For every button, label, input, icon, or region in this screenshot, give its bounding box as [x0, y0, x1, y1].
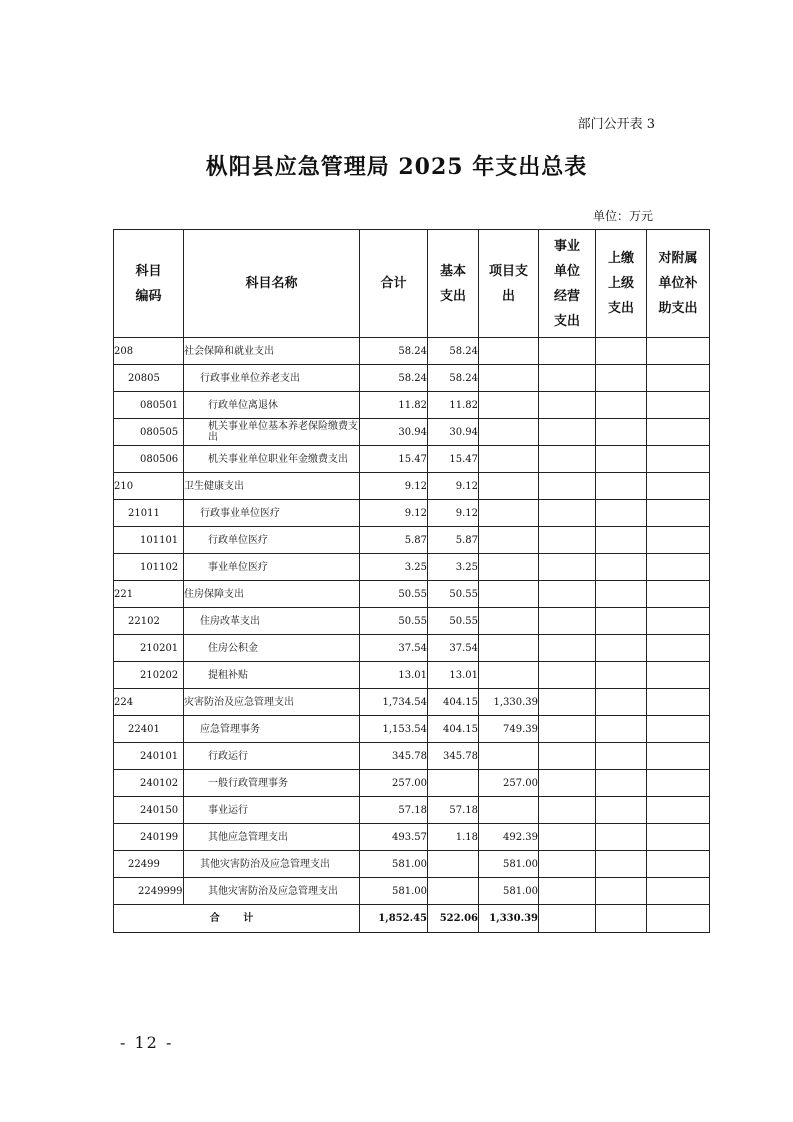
- row-basic: 50.55: [428, 581, 479, 608]
- row-subsidy: [647, 635, 710, 662]
- row-total: 58.24: [360, 365, 428, 392]
- row-project: [479, 743, 539, 770]
- row-total: 50.55: [360, 608, 428, 635]
- row-subsidy: [647, 851, 710, 878]
- row-basic: 58.24: [428, 365, 479, 392]
- row-business: [539, 473, 596, 500]
- table-row: [114, 554, 710, 581]
- row-code: 080506: [114, 446, 184, 473]
- row-basic: 404.15: [428, 689, 479, 716]
- row-basic: 9.12: [428, 473, 479, 500]
- row-business: [539, 581, 596, 608]
- row-project: 749.39: [479, 716, 539, 743]
- row-subsidy: [647, 797, 710, 824]
- row-total: 50.55: [360, 581, 428, 608]
- row-project: [479, 446, 539, 473]
- row-project: [479, 662, 539, 689]
- row-name: 住房改革支出: [184, 608, 360, 635]
- row-project: [479, 608, 539, 635]
- table-row: [114, 365, 710, 392]
- table-row: [114, 716, 710, 743]
- row-project: [479, 473, 539, 500]
- row-project: [479, 338, 539, 365]
- row-code: 240102: [114, 770, 184, 797]
- row-code: 22499: [114, 851, 184, 878]
- page-title: 枞阳县应急管理局 2025 年支出总表: [205, 154, 588, 180]
- row-code: 2249999: [114, 878, 184, 905]
- row-project: 1,330.39: [479, 689, 539, 716]
- row-total: 9.12: [360, 473, 428, 500]
- row-upper: [596, 608, 647, 635]
- row-basic: [428, 878, 479, 905]
- row-upper: [596, 365, 647, 392]
- header-project: 项目支 出: [479, 230, 539, 338]
- row-upper: [596, 527, 647, 554]
- row-upper: [596, 743, 647, 770]
- row-project: [479, 500, 539, 527]
- page-number: - 12 -: [120, 1033, 174, 1052]
- row-business: [539, 851, 596, 878]
- row-upper: [596, 635, 647, 662]
- row-project: [479, 419, 539, 446]
- expenditure-table: [113, 229, 710, 933]
- row-upper: [596, 554, 647, 581]
- row-business: [539, 689, 596, 716]
- row-basic: 404.15: [428, 716, 479, 743]
- row-subsidy: [647, 608, 710, 635]
- row-total: 581.00: [360, 851, 428, 878]
- row-name: 行政单位离退休: [184, 392, 360, 419]
- row-name: 行政单位医疗: [184, 527, 360, 554]
- row-upper: [596, 473, 647, 500]
- row-code: 20805: [114, 365, 184, 392]
- row-subsidy: [647, 689, 710, 716]
- total-label: 合 计: [114, 905, 360, 933]
- row-name: 行政事业单位养老支出: [184, 365, 360, 392]
- row-total: 58.24: [360, 338, 428, 365]
- header-name: 科目名称: [184, 230, 360, 338]
- row-name: 其他灾害防治及应急管理支出: [184, 851, 360, 878]
- row-project: [479, 527, 539, 554]
- row-code: 210: [114, 473, 184, 500]
- row-basic: 1.18: [428, 824, 479, 851]
- row-business: [539, 770, 596, 797]
- row-upper: [596, 338, 647, 365]
- row-subsidy: [647, 338, 710, 365]
- table-row: [114, 419, 710, 446]
- table-row: [114, 500, 710, 527]
- row-upper: [596, 500, 647, 527]
- row-project: [479, 797, 539, 824]
- row-name: 其他灾害防治及应急管理支出: [184, 878, 360, 905]
- row-business: [539, 824, 596, 851]
- total-project: 1,330.39: [479, 905, 539, 933]
- row-basic: 57.18: [428, 797, 479, 824]
- row-subsidy: [647, 473, 710, 500]
- row-project: [479, 635, 539, 662]
- row-business: [539, 716, 596, 743]
- unit-label: 单位：万元: [592, 209, 653, 223]
- row-name: 行政运行: [184, 743, 360, 770]
- row-subsidy: [647, 554, 710, 581]
- row-subsidy: [647, 878, 710, 905]
- row-total: 30.94: [360, 419, 428, 446]
- row-total: 345.78: [360, 743, 428, 770]
- row-name: 其他应急管理支出: [184, 824, 360, 851]
- row-name: 行政事业单位医疗: [184, 500, 360, 527]
- table-row: [114, 689, 710, 716]
- row-code: 101101: [114, 527, 184, 554]
- table-row: [114, 824, 710, 851]
- table-row: [114, 770, 710, 797]
- row-business: [539, 635, 596, 662]
- row-name: 提租补贴: [184, 662, 360, 689]
- row-name: 住房公积金: [184, 635, 360, 662]
- table-row: [114, 662, 710, 689]
- row-basic: 30.94: [428, 419, 479, 446]
- row-subsidy: [647, 419, 710, 446]
- row-name: 住房保障支出: [184, 581, 360, 608]
- row-business: [539, 392, 596, 419]
- row-business: [539, 527, 596, 554]
- row-upper: [596, 662, 647, 689]
- row-project: [479, 581, 539, 608]
- row-subsidy: [647, 500, 710, 527]
- table-row: [114, 392, 710, 419]
- row-name: 机关事业单位基本养老保险缴费支出: [184, 419, 360, 446]
- row-business: [539, 743, 596, 770]
- table-row: [114, 608, 710, 635]
- row-project: [479, 392, 539, 419]
- row-code: 210201: [114, 635, 184, 662]
- row-code: 22102: [114, 608, 184, 635]
- row-name: 社会保障和就业支出: [184, 338, 360, 365]
- total-subsidy: [647, 905, 710, 933]
- row-subsidy: [647, 392, 710, 419]
- row-business: [539, 419, 596, 446]
- row-code: 208: [114, 338, 184, 365]
- row-total: 1,734.54: [360, 689, 428, 716]
- header-upper: 上缴 上级 支出: [596, 230, 647, 338]
- row-subsidy: [647, 770, 710, 797]
- row-business: [539, 878, 596, 905]
- table-row: [114, 797, 710, 824]
- row-basic: [428, 851, 479, 878]
- total-basic: 522.06: [428, 905, 479, 933]
- row-code: 080505: [114, 419, 184, 446]
- row-total: 581.00: [360, 878, 428, 905]
- table-body: [114, 338, 710, 905]
- total-row: [114, 905, 710, 933]
- row-basic: 50.55: [428, 608, 479, 635]
- row-code: 221: [114, 581, 184, 608]
- row-upper: [596, 824, 647, 851]
- row-project: 492.39: [479, 824, 539, 851]
- row-basic: 9.12: [428, 500, 479, 527]
- row-name: 事业运行: [184, 797, 360, 824]
- row-total: 257.00: [360, 770, 428, 797]
- row-total: 1,153.54: [360, 716, 428, 743]
- row-project: [479, 554, 539, 581]
- header-code: 科目 编码: [114, 230, 184, 338]
- row-name: 一般行政管理事务: [184, 770, 360, 797]
- row-subsidy: [647, 527, 710, 554]
- row-project: 581.00: [479, 851, 539, 878]
- row-basic: [428, 770, 479, 797]
- page-label: 部门公开表 3: [577, 117, 655, 132]
- table-row: [114, 851, 710, 878]
- row-total: 13.01: [360, 662, 428, 689]
- row-code: 101102: [114, 554, 184, 581]
- row-code: 22401: [114, 716, 184, 743]
- table-row: [114, 581, 710, 608]
- table-row: [114, 338, 710, 365]
- row-total: 9.12: [360, 500, 428, 527]
- row-basic: 13.01: [428, 662, 479, 689]
- total-sum: 1,852.45: [360, 905, 428, 933]
- row-subsidy: [647, 446, 710, 473]
- row-total: 37.54: [360, 635, 428, 662]
- row-basic: 15.47: [428, 446, 479, 473]
- row-upper: [596, 851, 647, 878]
- row-total: 3.25: [360, 554, 428, 581]
- row-subsidy: [647, 824, 710, 851]
- header-basic: 基本 支出: [428, 230, 479, 338]
- row-upper: [596, 797, 647, 824]
- row-code: 224: [114, 689, 184, 716]
- row-code: 21011: [114, 500, 184, 527]
- row-basic: 58.24: [428, 338, 479, 365]
- table-row: [114, 878, 710, 905]
- row-upper: [596, 878, 647, 905]
- row-upper: [596, 446, 647, 473]
- row-total: 15.47: [360, 446, 428, 473]
- row-upper: [596, 419, 647, 446]
- row-subsidy: [647, 365, 710, 392]
- row-basic: 3.25: [428, 554, 479, 581]
- row-project: 581.00: [479, 878, 539, 905]
- row-total: 493.57: [360, 824, 428, 851]
- table-row: [114, 473, 710, 500]
- row-total: 11.82: [360, 392, 428, 419]
- total-business: [539, 905, 596, 933]
- row-business: [539, 554, 596, 581]
- row-upper: [596, 716, 647, 743]
- row-code: 210202: [114, 662, 184, 689]
- row-code: 240199: [114, 824, 184, 851]
- table-row: [114, 527, 710, 554]
- row-basic: 11.82: [428, 392, 479, 419]
- table-header-row: [114, 230, 710, 338]
- header-business: 事业 单位 经营 支出: [539, 230, 596, 338]
- row-name: 应急管理事务: [184, 716, 360, 743]
- row-upper: [596, 689, 647, 716]
- row-total: 57.18: [360, 797, 428, 824]
- row-business: [539, 446, 596, 473]
- row-subsidy: [647, 581, 710, 608]
- table-row: [114, 635, 710, 662]
- row-subsidy: [647, 662, 710, 689]
- row-subsidy: [647, 716, 710, 743]
- row-project: [479, 365, 539, 392]
- table-row: [114, 446, 710, 473]
- row-upper: [596, 770, 647, 797]
- row-basic: 37.54: [428, 635, 479, 662]
- row-upper: [596, 581, 647, 608]
- row-upper: [596, 392, 647, 419]
- row-name: 灾害防治及应急管理支出: [184, 689, 360, 716]
- row-business: [539, 500, 596, 527]
- table-row: [114, 743, 710, 770]
- row-name: 机关事业单位职业年金缴费支出: [184, 446, 360, 473]
- row-name: 卫生健康支出: [184, 473, 360, 500]
- row-code: 240101: [114, 743, 184, 770]
- row-code: 080501: [114, 392, 184, 419]
- row-business: [539, 365, 596, 392]
- row-business: [539, 797, 596, 824]
- row-business: [539, 338, 596, 365]
- header-subsidy: 对附属 单位补 助支出: [647, 230, 710, 338]
- row-business: [539, 662, 596, 689]
- row-total: 5.87: [360, 527, 428, 554]
- row-name: 事业单位医疗: [184, 554, 360, 581]
- row-code: 240150: [114, 797, 184, 824]
- row-basic: 5.87: [428, 527, 479, 554]
- row-business: [539, 608, 596, 635]
- row-basic: 345.78: [428, 743, 479, 770]
- row-subsidy: [647, 743, 710, 770]
- header-total: 合计: [360, 230, 428, 338]
- total-upper: [596, 905, 647, 933]
- row-project: 257.00: [479, 770, 539, 797]
